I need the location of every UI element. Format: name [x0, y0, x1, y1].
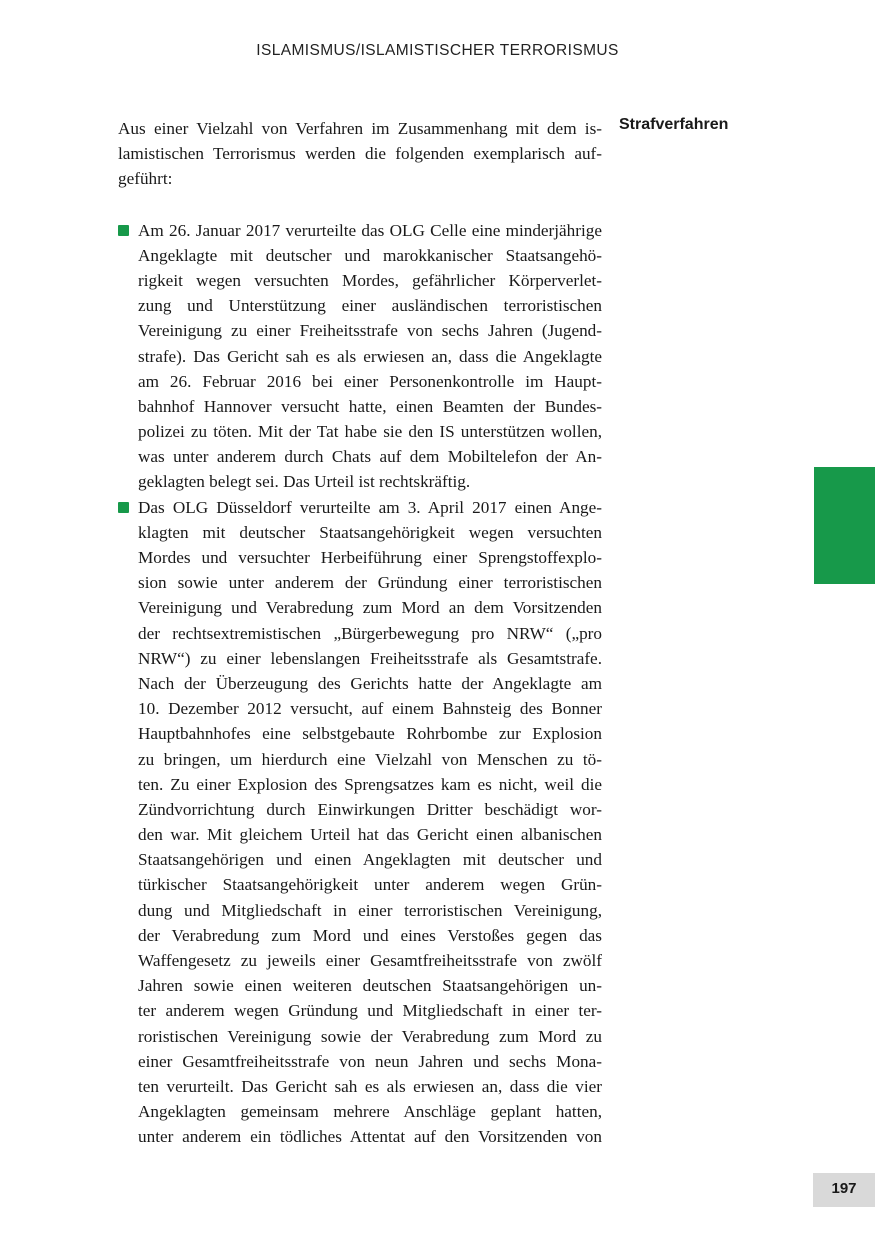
text-line: Am 26. Januar 2017 verurteilte das OLG Celle eine minderjährige: [138, 220, 602, 240]
text-line: Jahren sowie einen weiteren deutschen Staatsangehörigen un-: [138, 976, 602, 996]
text-line: türkischer Staatsangehörigkeit unter anderem wegen Grün-: [138, 875, 602, 895]
text-line: roristischen Vereinigung sowie der Verabredung zum Mord zu: [138, 1026, 602, 1046]
text-line: lamistischen Terrorismus werden die folgenden exemplarisch auf-: [118, 144, 602, 164]
text-line: geführt:: [118, 169, 173, 189]
text-line: Angeklagten gemeinsam mehrere Anschläge geplant hatten,: [138, 1102, 602, 1122]
text-line: Das OLG Düsseldorf verurteilte am 3. April 2017 einen Ange-: [138, 497, 602, 517]
text-line: klagten mit deutscher Staatsangehörigkeit wegen versuchten: [138, 522, 602, 542]
text-line: dung und Mitgliedschaft in einer terroristischen Vereinigung,: [138, 900, 602, 920]
page-number-box: [813, 1173, 875, 1207]
text-line: Hauptbahnhofes eine selbstgebaute Rohrbombe zur Explosion: [138, 724, 602, 744]
text-line: sion sowie unter anderem der Gründung einer terroristischen: [138, 573, 602, 593]
text-line: Staatsangehörigen und einen Angeklagten mit deutscher und: [138, 850, 602, 870]
running-header: ISLAMISMUS/ISLAMISTISCHER TERRORISMUS: [256, 42, 619, 59]
bullet-square-icon: [118, 225, 129, 236]
text-line: strafe). Das Gericht sah es als erwiesen an, dass die Angeklagte: [138, 346, 602, 366]
text-line: Waffengesetz zu jeweils einer Gesamtfreiheitsstrafe von zwölf: [138, 951, 602, 970]
text-line: Vereinigung zu einer Freiheitsstrafe von sechs Jahren (Jugend-: [138, 321, 602, 341]
text-line: am 26. Februar 2016 bei einer Personenkontrolle im Haupt-: [138, 371, 602, 391]
text-line: Mordes und versuchter Herbeiführung einer Sprengstoffexplo-: [138, 548, 602, 567]
intro-paragraph: [118, 116, 602, 192]
text-line: der rechtsextremistischen „Bürgerbewegung pro NRW“ („pro: [138, 623, 602, 643]
text-line: Angeklagte mit deutscher und marokkanischer Staatsangehö-: [138, 245, 602, 265]
chapter-tab-marker: [814, 467, 875, 584]
text-line: ten verurteilt. Das Gericht sah es als erwiesen an, dass die vier: [138, 1076, 602, 1096]
text-line: Vereinigung und Verabredung zum Mord an dem Vorsitzenden: [138, 598, 602, 618]
bullet-square-icon: [118, 502, 129, 513]
text-line: bahnhof Hannover versucht hatte, einen Beamten der Bundes-: [138, 396, 602, 416]
main-text-column: [118, 116, 602, 1150]
text-line: rigkeit wegen versuchten Mordes, gefährlicher Körperverlet-: [138, 270, 602, 290]
text-line: was unter anderem durch Chats auf dem Mobiltelefon der An-: [138, 447, 602, 467]
text-line: polizei zu töten. Mit der Tat habe sie den IS unterstützen wollen,: [138, 422, 602, 442]
margin-heading: Strafverfahren: [619, 116, 729, 133]
text-line: zu bringen, um hierdurch eine Vielzahl von Menschen zu tö-: [138, 749, 602, 769]
text-line: Zündvorrichtung durch Einwirkungen Dritter beschädigt wor-: [138, 799, 602, 819]
text-line: zung und Unterstützung einer ausländischen terroristischen: [138, 296, 602, 316]
text-line: der Verabredung zum Mord und eines Verstoßes gegen das: [138, 925, 602, 945]
text-line: unter anderem ein tödliches Attentat auf den Vorsitzenden von: [138, 1127, 602, 1147]
text-line: Aus einer Vielzahl von Verfahren im Zusammenhang mit dem is-: [118, 119, 602, 138]
text-line: den war. Mit gleichem Urteil hat das Gericht einen albanischen: [138, 825, 602, 845]
text-line: geklagten belegt sei. Das Urteil ist rechtskräftig.: [138, 472, 471, 492]
page-number: 197: [831, 1180, 857, 1197]
text-line: ter anderem wegen Gründung und Mitgliedschaft in einer ter-: [138, 1001, 602, 1021]
list-item: [118, 495, 602, 1150]
text-line: Nach der Überzeugung des Gerichts hatte der Angeklagte am: [138, 673, 602, 693]
list-item: [118, 218, 602, 495]
text-line: einer Gesamtfreiheitsstrafe von neun Jahren und sechs Mona-: [138, 1051, 602, 1071]
text-line: ten. Zu einer Explosion des Sprengsatzes kam es nicht, weil die: [138, 774, 602, 794]
text-line: NRW“) zu einer lebenslangen Freiheitsstrafe als Gesamtstrafe.: [138, 648, 602, 668]
text-line: 10. Dezember 2012 versucht, auf einem Bahnsteig des Bonner: [138, 699, 602, 719]
